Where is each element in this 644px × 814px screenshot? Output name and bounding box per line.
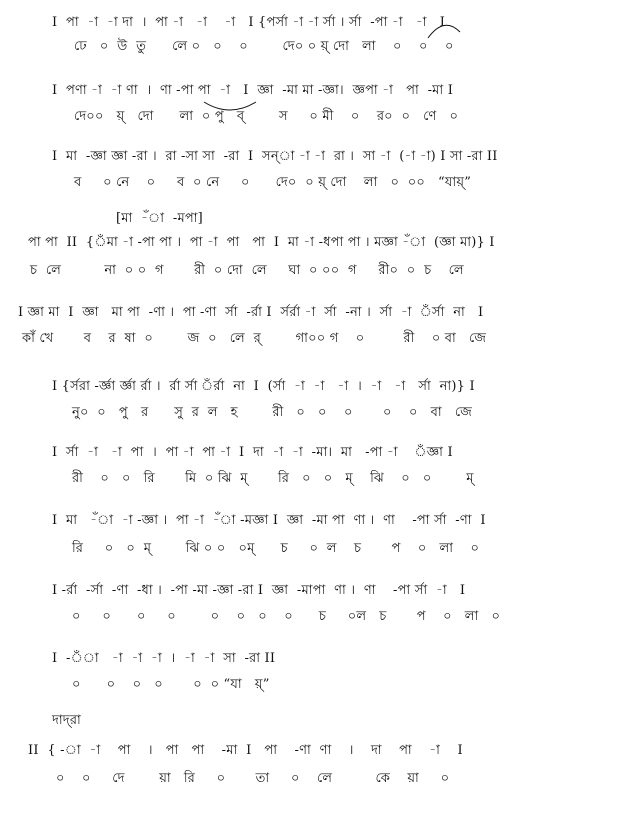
notation-row-2-swara: I পণা -া -া ণা । ণা -পা পা -া I জ্ঞা -মা মা -জ্ঞা। জ্ঞপা -া পা -মা I: [52, 83, 454, 98]
notation-row-1-lyric: ঢে ০ উ তু লে ০ ০ ০ দে০ ০ য়্ দো লা ০ ০ ০: [74, 39, 454, 54]
section-label-dadra: দাদ্‌রা: [52, 713, 81, 728]
notation-row-7-swara: I র্সা -া -া পা । পা -া পা -া I দা -া -া -মা। মা -পা -া ঁজ্ঞা I: [52, 445, 453, 460]
notation-row-6-lyric: নু০ ০ পু র সু র ল হ রী ০ ০ ০ ০ ০ বা জে: [72, 405, 472, 420]
notation-row-3-lyric: ব ০ নে ০ ব ০ নে ০ দে০ ০ য়্ দো লা ০ ০০ “যায়্”: [74, 175, 472, 190]
notation-row-9-swara: I -র্রা -র্সা -ণা -ধা । -পা -মা -জ্ঞা -রা I জ্ঞা -মাপা ণা । ণা -পা র্সা -া I: [52, 583, 466, 598]
notation-row-1-swara: I পা -া -া দা । পা -া -া -া I {পর্সা -া -া র্সা । র্সা -পা -া -া I: [52, 15, 446, 30]
notation-row-3-swara: I মা -জ্ঞা জ্ঞা -রা । রা -সা সা -রা I সন্া -া -া রা । সা -া (-া -া) I সা -রা II: [52, 149, 498, 164]
notation-row-9-lyric: ০ ০ ০ ০ ০ ০ ০ ০ চ ০ল চ প ০ লা ০: [72, 609, 501, 624]
notation-row-5-swara: I জ্ঞা মা I জ্ঞা মা পা -ণা । পা -ণা র্সা -র্রা I র্সর্রা -া র্সা -না । র্সা -া ঁর্সা না I: [18, 305, 484, 320]
notation-row-4-swara: পা পা II {ঁমা -া -পা পা । পা -া পা পা I মা -া -ধপা পা । মজ্ঞা -ঁা (জ্ঞা মা)} I: [28, 235, 495, 250]
notation-row-10-lyric: ০ ০ ০ ০ ০ ০ “যা য়্”: [72, 677, 270, 692]
notation-row-8-swara: I মা -ঁা -া -জ্ঞা । পা -া -ঁা -মজ্ঞা I জ্ঞা -মা পা ণা । ণা -পা র্সা -ণা I: [52, 513, 486, 528]
notation-row-7-lyric: রী ০ ০ রি মি ০ ঝি ম্ রি ০ ০ ম্ ঝি ০ ০ ম্: [72, 471, 474, 486]
notation-row-5-lyric: কাঁ খে ব র ষা ০ জ ০ লে র্ গা০০ গ ০ রী ০ বা জে: [22, 331, 487, 346]
notation-row-11-lyric: ০ ০ দে য়া রি ০ তা ০ লে কে য়া ০: [56, 771, 450, 786]
notation-row-8-lyric: রি ০ ০ ম্ ঝি ০ ০ ০ম্ চ ০ ল চ প ০ লা ০: [72, 541, 480, 556]
notation-row-4-bracket: [মা -ঁা -মপা]: [116, 211, 203, 226]
notation-row-4-lyric: চ লে না ০ ০ গ রী ০ দো লে ঘা ০ ০০ গ রী০ ০ চ লে: [30, 263, 464, 278]
notation-row-11-swara: II { -া -া পা । পা পা -মা I পা -ণা ণা । দা পা -া I: [28, 743, 463, 758]
notation-row-6-swara: I {র্সরা -র্জ্ঞা র্জ্ঞা র্রা । র্রা র্সা ঁর্রা না I (র্সা -া -া -া । -া -া র্সা না)} I: [52, 379, 475, 394]
notation-row-10-swara: I -ঁা -া -া -া । -া -া সা -রা II: [52, 651, 276, 666]
notation-row-2-lyric: দে০০ য়্ দো লা ০ পু ব্ স ০ মী ০ র০ ০ ণে ০: [74, 109, 459, 124]
